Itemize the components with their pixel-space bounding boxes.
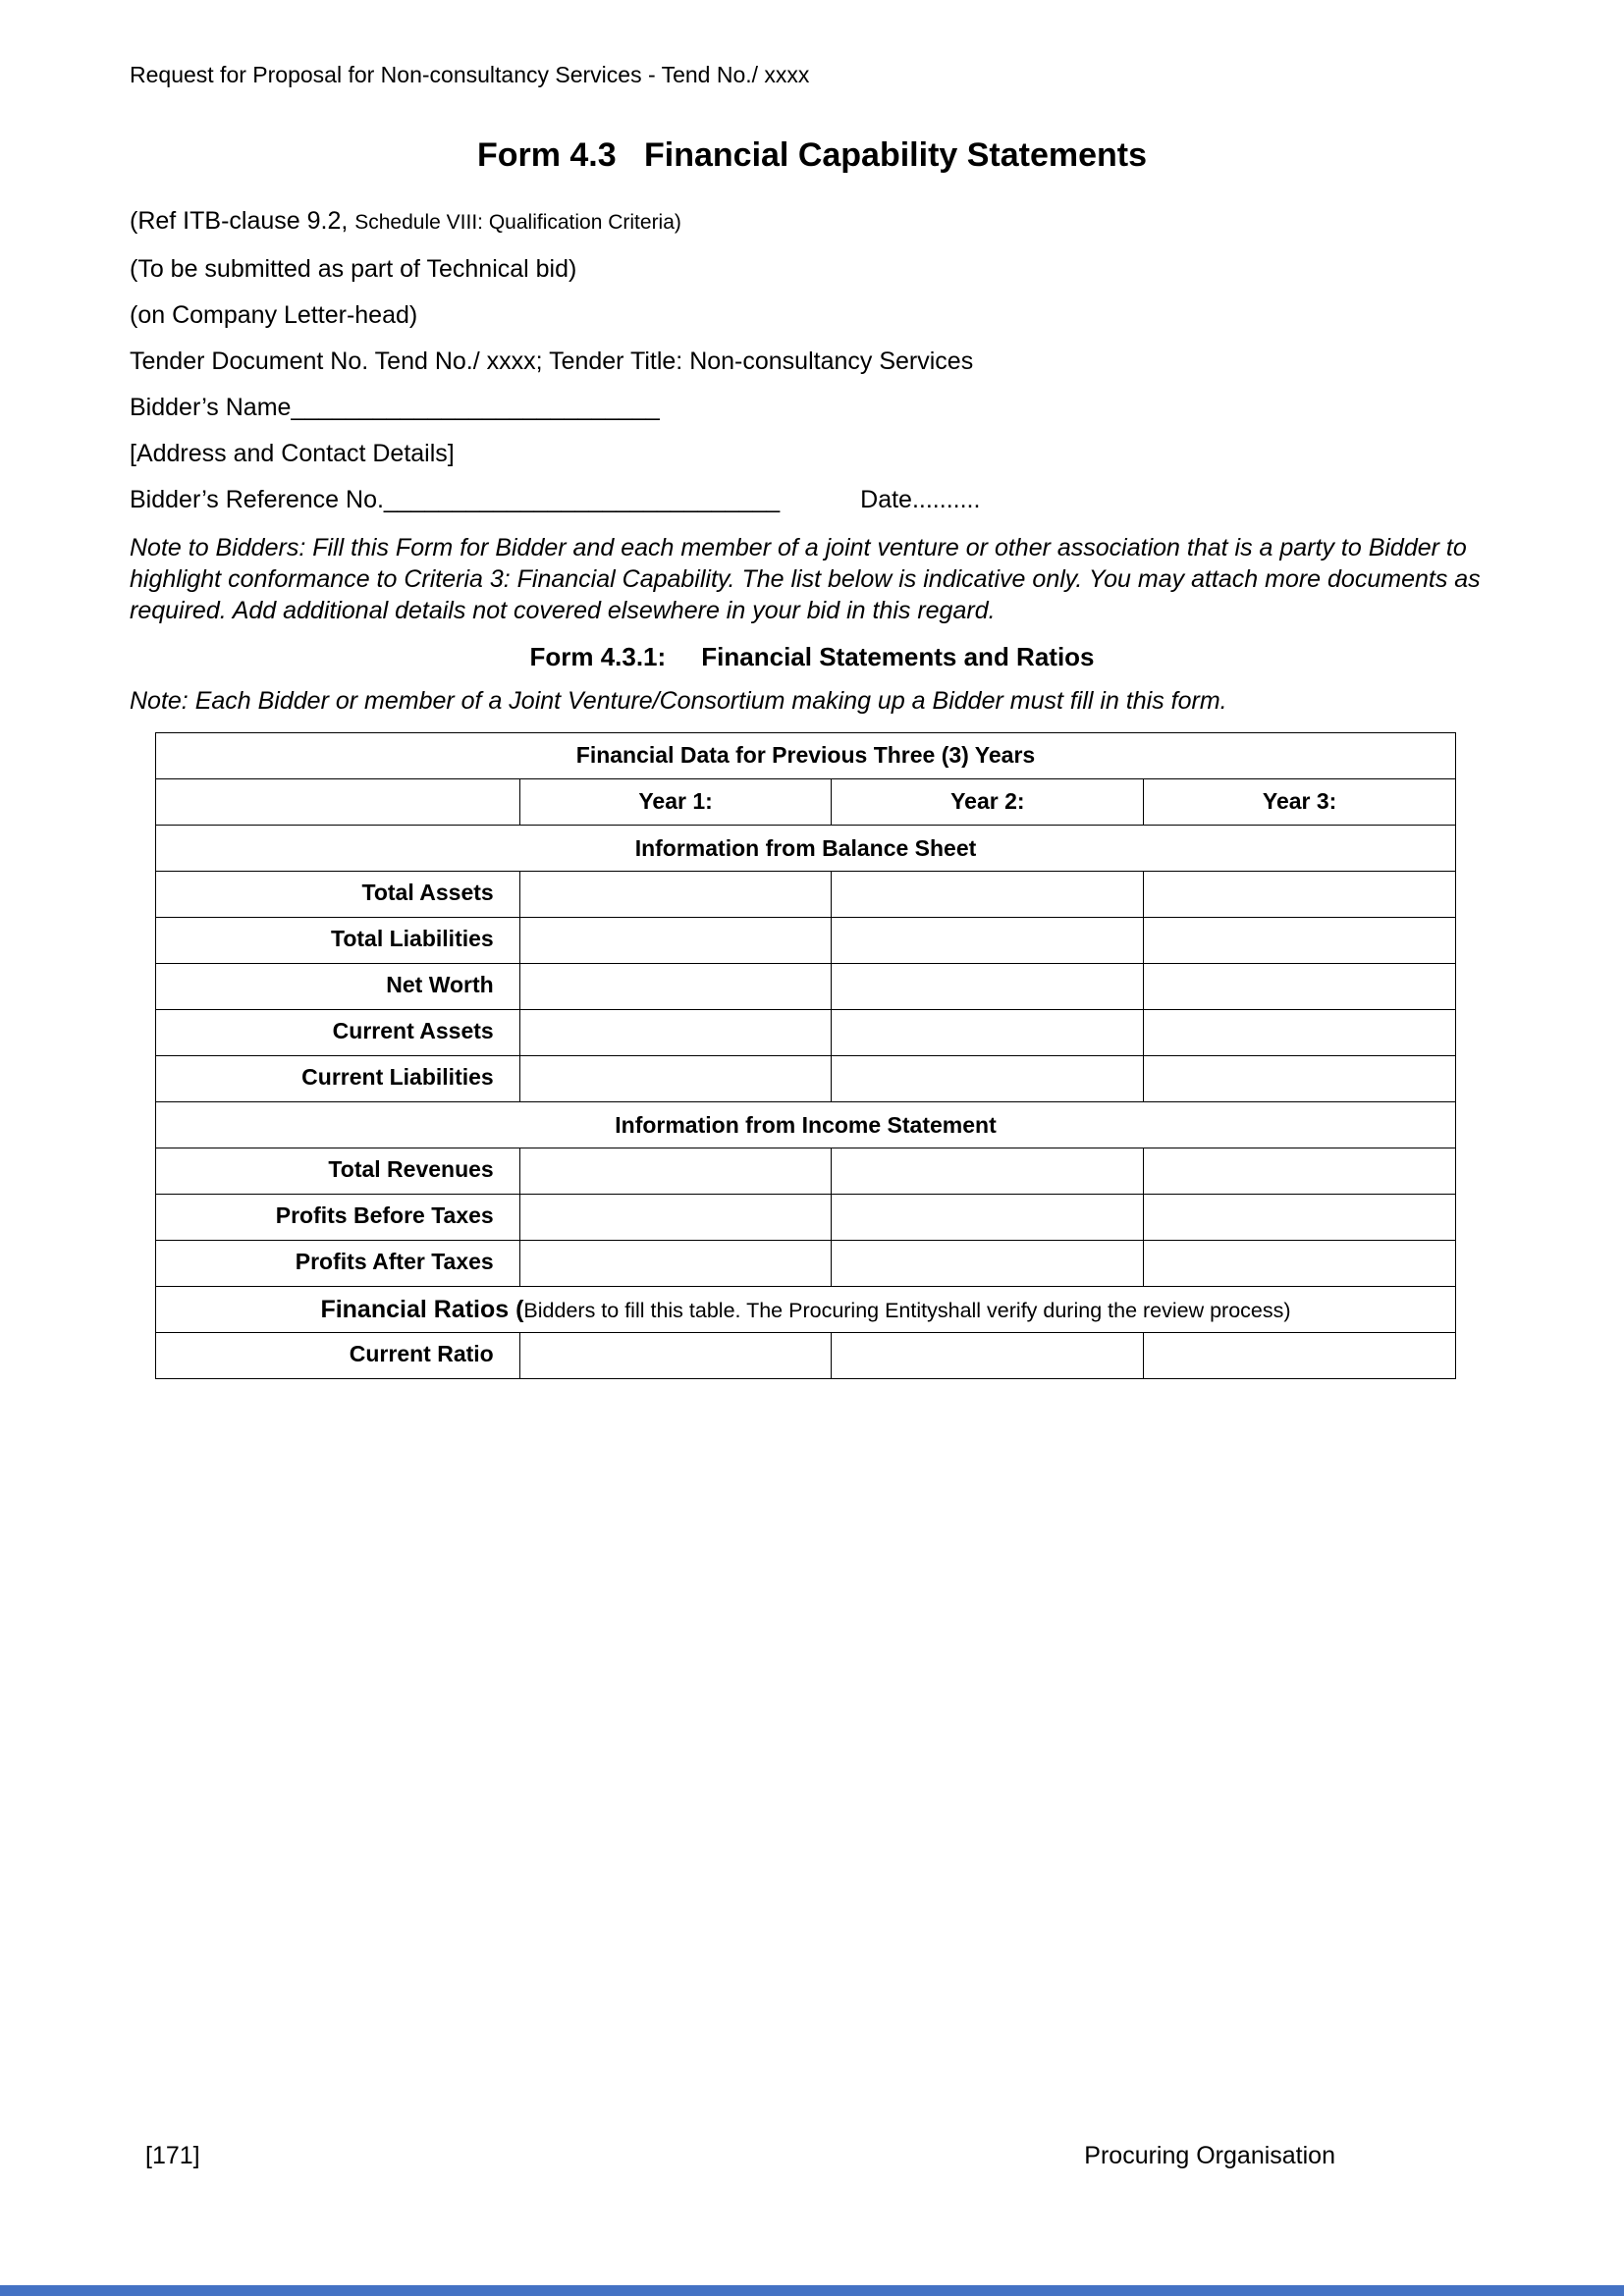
reference-line: Bidder’s Reference No._____________________________ xyxy=(130,486,781,513)
section-header-row xyxy=(156,1102,1456,1148)
table-title: Financial Data for Previous Three (3) Years xyxy=(156,733,1456,779)
row-label-current-liabilities: Current Liabilities xyxy=(156,1056,520,1102)
year3-header: Year 3: xyxy=(1144,779,1456,826)
table-input-cell[interactable] xyxy=(1144,872,1456,918)
table-input-cell[interactable] xyxy=(832,1333,1144,1379)
table-input-cell[interactable] xyxy=(519,872,832,918)
table-row xyxy=(156,1241,1456,1287)
table-input-cell[interactable] xyxy=(1144,1333,1456,1379)
financial-data-table xyxy=(155,732,1456,1379)
section-header-row xyxy=(156,826,1456,872)
note-to-bidders: Note to Bidders: Fill this Form for Bidder and each member of a joint venture or other association that is a party to Bidder to highlight conformance to Criteria 3: Financial Capability. The list below is indicative only. You may attach more documents as required. Add additional details not covered elsewhere in your bid in this regard. xyxy=(130,534,1481,624)
running-header: Request for Proposal for Non-consultancy Services - Tend No./ xxxx xyxy=(130,62,810,87)
page-number: [171] xyxy=(145,2142,200,2169)
table-input-cell[interactable] xyxy=(519,1148,832,1195)
ref-line-small: Schedule VIII: Qualification Criteria) xyxy=(354,211,681,234)
row-label-total-revenues: Total Revenues xyxy=(156,1148,520,1195)
year-header-row xyxy=(156,779,1456,826)
form-title: Form 4.3 Financial Capability Statements xyxy=(476,136,1148,174)
table-input-cell[interactable] xyxy=(519,918,832,964)
table-corner-cell xyxy=(156,779,520,826)
table-input-cell[interactable] xyxy=(832,1241,1144,1287)
row-label-current-ratio: Current Ratio xyxy=(156,1333,520,1379)
form-subtitle: Form 4.3.1: Financial Statements and Ratios xyxy=(529,642,1095,671)
table-input-cell[interactable] xyxy=(1144,964,1456,1010)
table-input-cell[interactable] xyxy=(832,1056,1144,1102)
row-label-profits-before-taxes: Profits Before Taxes xyxy=(156,1195,520,1241)
tender-line: Tender Document No. Tend No./ xxxx; Tender Title: Non-consultancy Services xyxy=(130,347,974,375)
table-input-cell[interactable] xyxy=(832,964,1144,1010)
balance-sheet-section-header: Information from Balance Sheet xyxy=(156,826,1456,872)
table-row xyxy=(156,1010,1456,1056)
table-row xyxy=(156,1148,1456,1195)
table-row xyxy=(156,1333,1456,1379)
table-input-cell[interactable] xyxy=(832,1148,1144,1195)
table-input-cell[interactable] xyxy=(1144,1056,1456,1102)
table-input-cell[interactable] xyxy=(832,1010,1144,1056)
reference-date-line xyxy=(130,483,1494,516)
financial-ratios-label: Financial Ratios ( xyxy=(320,1296,524,1323)
table-input-cell[interactable] xyxy=(519,964,832,1010)
footer-organisation: Procuring Organisation xyxy=(1084,2142,1335,2169)
table-input-cell[interactable] xyxy=(519,1241,832,1287)
address-line: [Address and Contact Details] xyxy=(130,440,455,467)
table-row xyxy=(156,1056,1456,1102)
section-header-row xyxy=(156,1287,1456,1333)
row-label-profits-after-taxes: Profits After Taxes xyxy=(156,1241,520,1287)
joint-venture-note: Note: Each Bidder or member of a Joint Venture/Consortium making up a Bidder must fill in this form. xyxy=(130,687,1227,715)
year2-header: Year 2: xyxy=(832,779,1144,826)
table-input-cell[interactable] xyxy=(519,1010,832,1056)
table-row xyxy=(156,918,1456,964)
table-input-cell[interactable] xyxy=(1144,1241,1456,1287)
table-row xyxy=(156,1195,1456,1241)
row-label-total-assets: Total Assets xyxy=(156,872,520,918)
ref-line-main: (Ref ITB-clause 9.2, xyxy=(130,207,355,235)
table-input-cell[interactable] xyxy=(1144,918,1456,964)
page-footer xyxy=(145,2142,1335,2170)
letterhead-line: (on Company Letter-head) xyxy=(130,301,418,329)
income-statement-section-header: Information from Income Statement xyxy=(156,1102,1456,1148)
row-label-current-assets: Current Assets xyxy=(156,1010,520,1056)
date-label: Date.......... xyxy=(860,486,981,513)
table-input-cell[interactable] xyxy=(519,1056,832,1102)
financial-ratios-section-header xyxy=(156,1287,1456,1333)
year1-header: Year 1: xyxy=(519,779,832,826)
row-label-total-liabilities: Total Liabilities xyxy=(156,918,520,964)
ref-line xyxy=(130,204,1494,240)
bottom-blue-bar xyxy=(0,2285,1624,2296)
bidder-name-line: Bidder’s Name___________________________ xyxy=(130,394,660,421)
table-input-cell[interactable] xyxy=(1144,1010,1456,1056)
table-input-cell[interactable] xyxy=(832,918,1144,964)
table-input-cell[interactable] xyxy=(519,1333,832,1379)
row-label-net-worth: Net Worth xyxy=(156,964,520,1010)
table-row xyxy=(156,964,1456,1010)
table-input-cell[interactable] xyxy=(1144,1148,1456,1195)
table-row xyxy=(156,872,1456,918)
table-title-row xyxy=(156,733,1456,779)
table-input-cell[interactable] xyxy=(1144,1195,1456,1241)
table-input-cell[interactable] xyxy=(832,872,1144,918)
financial-ratios-note: Bidders to fill this table. The Procuring Entityshall verify during the review process) xyxy=(523,1299,1291,1322)
table-input-cell[interactable] xyxy=(519,1195,832,1241)
table-input-cell[interactable] xyxy=(832,1195,1144,1241)
submission-line: (To be submitted as part of Technical bid) xyxy=(130,255,577,283)
